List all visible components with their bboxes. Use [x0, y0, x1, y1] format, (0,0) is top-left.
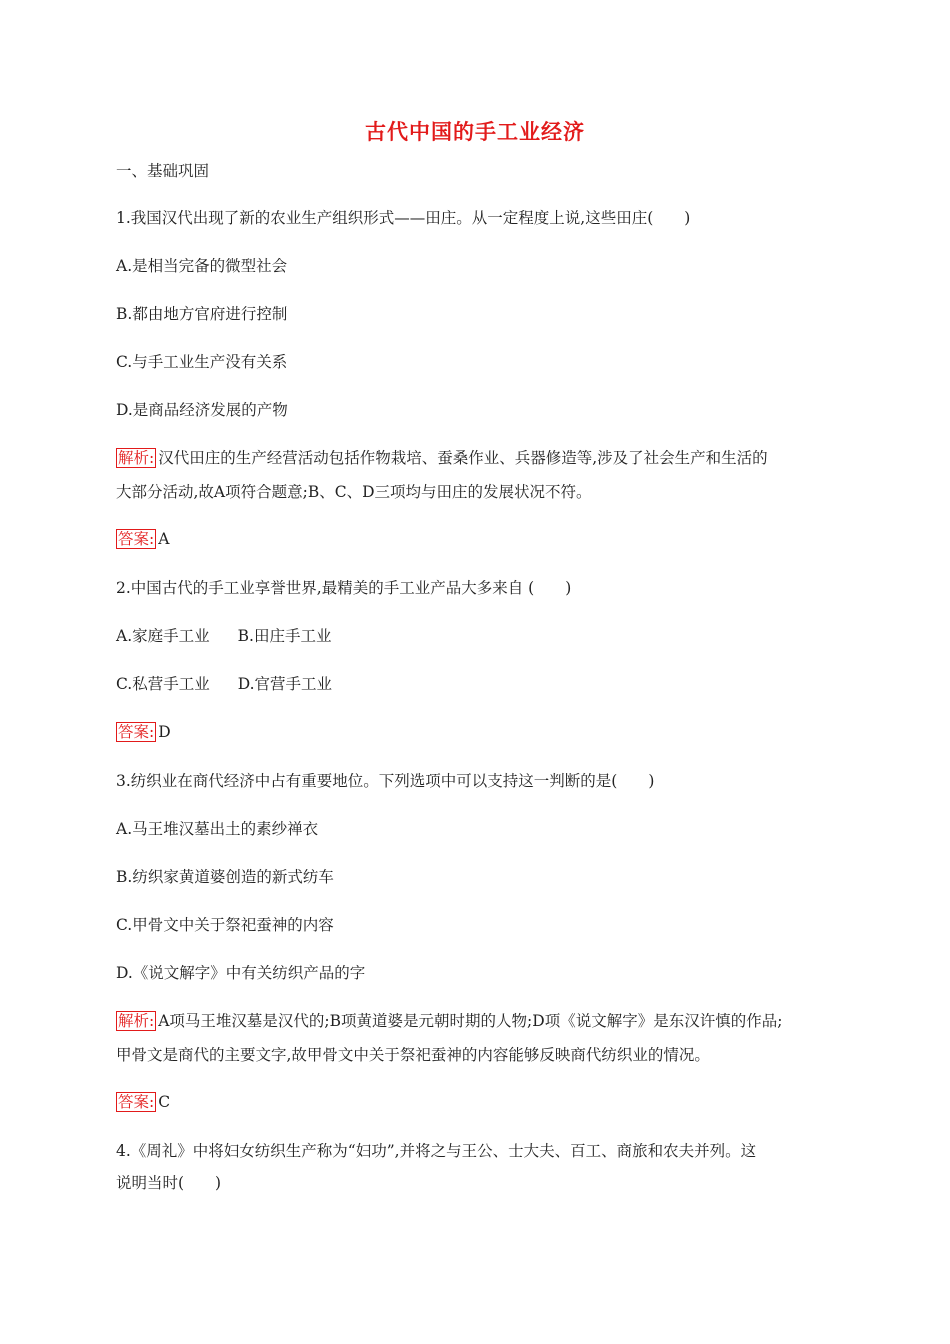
analysis-text: 汉代田庄的生产经营活动包括作物栽培、蚕桑作业、兵器修造等,涉及了社会生产和生活的: [158, 449, 768, 467]
question-1-option-a: A.是相当完备的微型社会: [116, 257, 288, 275]
answer-label: 答案:: [118, 723, 155, 741]
question-1-option-c: C.与手工业生产没有关系: [116, 353, 288, 371]
question-3-option-a: A.马王堆汉墓出土的素纱禅衣: [116, 820, 319, 838]
question-1-analysis: [116, 447, 768, 469]
question-2-options-row-2: [116, 673, 332, 695]
analysis-label: 解析:: [118, 449, 155, 467]
question-2-option-b: B.田庄手工业: [237, 627, 332, 645]
question-2-option-d: D.官营手工业: [237, 675, 333, 693]
question-3-stem: 3.纺织业在商代经济中占有重要地位。下列选项中可以支持这一判断的是( ): [116, 772, 655, 790]
answer-value: C: [158, 1093, 171, 1111]
question-2-option-a: A.家庭手工业: [116, 627, 210, 645]
analysis-text: A项马王堆汉墓是汉代的;B项黄道婆是元朝时期的人物;D项《说文解字》是东汉许慎的作品;: [158, 1012, 783, 1030]
answer-value: A: [158, 530, 170, 548]
section-heading: 一、基础巩固: [116, 162, 210, 180]
analysis-label: 解析:: [118, 1012, 155, 1030]
question-2-options-row-1: [116, 625, 331, 647]
question-3-option-d: D.《说文解字》中有关纺织产品的字: [116, 964, 366, 982]
question-3-option-b: B.纺织家黄道婆创造的新式纺车: [116, 868, 334, 886]
question-3-analysis: [116, 1010, 782, 1032]
question-2-answer: [116, 721, 171, 743]
question-3-analysis-continued: 甲骨文是商代的主要文字,故甲骨文中关于祭祀蚕神的内容能够反映商代纺织业的情况。: [116, 1046, 710, 1064]
question-1-option-b: B.都由地方官府进行控制: [116, 305, 288, 323]
question-1-option-d: D.是商品经济发展的产物: [116, 401, 288, 419]
question-3-option-c: C.甲骨文中关于祭祀蚕神的内容: [116, 916, 334, 934]
question-1-analysis-continued: 大部分活动,故A项符合题意;B、C、D三项均与田庄的发展状况不符。: [116, 483, 592, 501]
question-3-answer: [116, 1091, 170, 1113]
question-1-stem: 1.我国汉代出现了新的农业生产组织形式——田庄。从一定程度上说,这些田庄( ): [116, 209, 691, 227]
question-4-stem-continued: 说明当时( ): [116, 1174, 222, 1192]
page-title: 古代中国的手工业经济: [365, 120, 585, 144]
question-4-stem: 4.《周礼》中将妇女纺织生产称为“妇功”,并将之与王公、士大夫、百工、商旅和农夫并列。这: [116, 1142, 757, 1160]
answer-label: 答案:: [118, 1093, 155, 1111]
question-1-answer: [116, 528, 169, 550]
answer-value: D: [158, 723, 171, 741]
question-2-option-c: C.私营手工业: [116, 675, 210, 693]
question-2-stem: 2.中国古代的手工业享誉世界,最精美的手工业产品大多来自 ( ): [116, 579, 572, 597]
answer-label: 答案:: [118, 530, 155, 548]
